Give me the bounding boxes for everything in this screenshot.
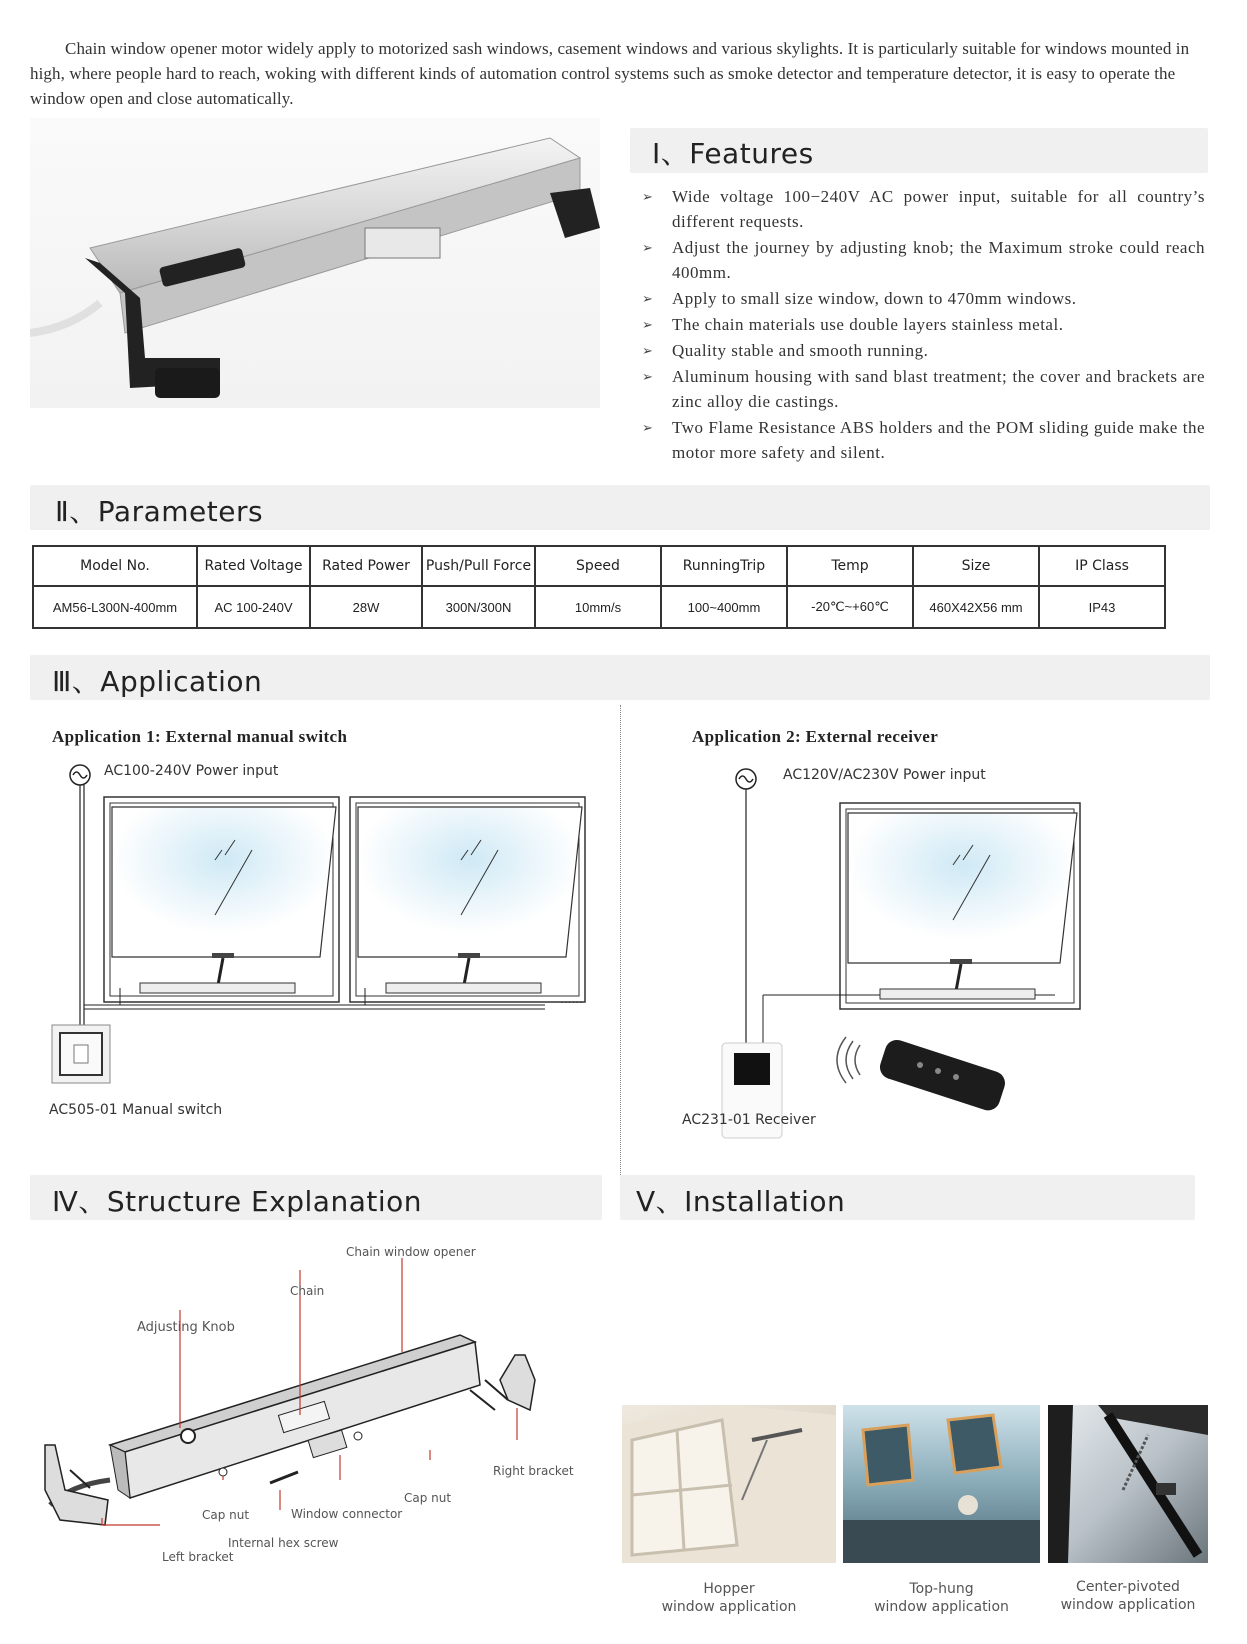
app2-receiver-label: AC231-01 Receiver [682, 1112, 816, 1128]
parameters-table [32, 545, 1166, 629]
bullet-arrow-icon: ➢ [642, 369, 654, 384]
table-cell: 100~400mm [661, 586, 787, 628]
app1-power-label: AC100-240V Power input [104, 763, 279, 779]
app1-ellipsis: ...... [560, 992, 583, 1006]
table-header-cell: IP Class [1039, 546, 1165, 586]
intro-paragraph: Chain window opener motor widely apply to motorized sash windows, casement windows and various skylights. It is particularly suitable for windows mounted in high, where people hard to reach, woking with different kinds of automation control systems such as smoke detector and temperature detector, it is easy to operate the window open and close automatically. [30, 39, 1190, 108]
caption-hopper [622, 1580, 836, 1616]
label-cap-nut-left: Cap nut [202, 1508, 250, 1522]
table-cell: IP43 [1039, 586, 1165, 628]
table-header-cell: RunningTrip [661, 546, 787, 586]
feature-text: The chain materials use double layers stainless metal. [672, 315, 1064, 334]
label-cap-nut-right: Cap nut [404, 1491, 452, 1505]
bullet-arrow-icon: ➢ [642, 291, 654, 306]
table-header-cell: Rated Voltage [197, 546, 310, 586]
app2-power-label: AC120V/AC230V Power input [783, 767, 986, 783]
photo-hopper-window [622, 1405, 836, 1563]
photo-top-hung-window [843, 1405, 1040, 1563]
label-chain-window-opener: Chain window opener [346, 1245, 476, 1259]
ac-source-icon [70, 765, 90, 785]
feature-text: Quality stable and smooth running. [672, 341, 929, 360]
table-header-cell: Model No. [33, 546, 197, 586]
window-1 [104, 797, 339, 1002]
table-cell: -20℃~+60℃ [787, 586, 913, 628]
caption-line: Center-pivoted [1076, 1579, 1180, 1595]
table-cell: AM56-L300N-400mm [33, 586, 197, 628]
ac-source-icon [736, 769, 756, 789]
list-item [640, 235, 1205, 285]
table-header-cell: Temp [787, 546, 913, 586]
table-header-cell: Rated Power [310, 546, 422, 586]
table-cell: 28W [310, 586, 422, 628]
table-header-cell: Size [913, 546, 1039, 586]
caption-line: window application [661, 1599, 797, 1615]
label-chain: Chain [290, 1284, 325, 1298]
installation-title: Ⅴ、Installation [636, 1185, 846, 1218]
application-title: Ⅲ、Application [52, 665, 263, 698]
feature-text: Aluminum housing with sand blast treatment; the cover and brackets are zinc alloy die castings. [672, 367, 1205, 411]
label-adjusting-knob: Adjusting Knob [137, 1320, 235, 1335]
caption-line: window application [1060, 1597, 1196, 1613]
bullet-arrow-icon: ➢ [642, 343, 654, 358]
table-cell: AC 100-240V [197, 586, 310, 628]
app1-switch-label: AC505-01 Manual switch [49, 1102, 223, 1118]
product-photo [30, 118, 600, 408]
label-right-bracket: Right bracket [493, 1464, 574, 1478]
column-divider [620, 705, 621, 1175]
table-header-cell: Push/Pull Force [422, 546, 535, 586]
table-header-cell: Speed [535, 546, 661, 586]
bullet-arrow-icon: ➢ [642, 189, 654, 204]
features-list [640, 184, 1205, 465]
features-title: Ⅰ、Features [652, 137, 814, 170]
table-cell: 460X42X56 mm [913, 586, 1039, 628]
window-3 [840, 803, 1080, 1009]
list-item [640, 364, 1205, 414]
app1-wiring-diagram [40, 755, 610, 1115]
label-window-connector: Window connector [291, 1507, 403, 1521]
photo-center-pivoted-window [1048, 1405, 1208, 1563]
list-item [640, 286, 1205, 311]
bullet-arrow-icon: ➢ [642, 240, 654, 255]
table-row [33, 586, 1165, 628]
bullet-arrow-icon: ➢ [642, 420, 654, 435]
caption-line: window application [874, 1599, 1009, 1615]
feature-text: Wide voltage 100−240V AC power input, suitable for all country’s different requests. [672, 187, 1205, 231]
app2-title: Application 2: External receiver [692, 727, 939, 746]
caption-line: Top-hung [909, 1581, 974, 1597]
left-bracket-part [45, 1445, 108, 1525]
feature-text: Two Flame Resistance ABS holders and the POM sliding guide make the motor more safety and silent. [672, 418, 1205, 462]
window-2 [350, 797, 585, 1002]
table-cell: 300N/300N [422, 586, 535, 628]
caption-center-pivoted [1048, 1578, 1208, 1614]
app1-title: Application 1: External manual switch [52, 727, 348, 746]
feature-text: Adjust the journey by adjusting knob; the Maximum stroke could reach 400mm. [672, 238, 1205, 282]
parameters-title: Ⅱ、Parameters [55, 495, 264, 528]
caption-top-hung [843, 1580, 1040, 1616]
manual-switch-icon [52, 1025, 110, 1083]
list-item [640, 184, 1205, 234]
bullet-arrow-icon: ➢ [642, 317, 654, 332]
label-internal-hex-screw: Internal hex screw [228, 1536, 339, 1550]
caption-line: Hopper [703, 1581, 755, 1597]
list-item [640, 338, 1205, 363]
remote-control-icon [837, 1037, 1008, 1114]
list-item [640, 312, 1205, 337]
structure-title: Ⅳ、Structure Explanation [52, 1185, 423, 1218]
list-item [640, 415, 1205, 465]
label-left-bracket: Left bracket [162, 1550, 234, 1564]
table-cell: 10mm/s [535, 586, 661, 628]
table-header-row [33, 546, 1165, 586]
feature-text: Apply to small size window, down to 470mm windows. [672, 289, 1077, 308]
